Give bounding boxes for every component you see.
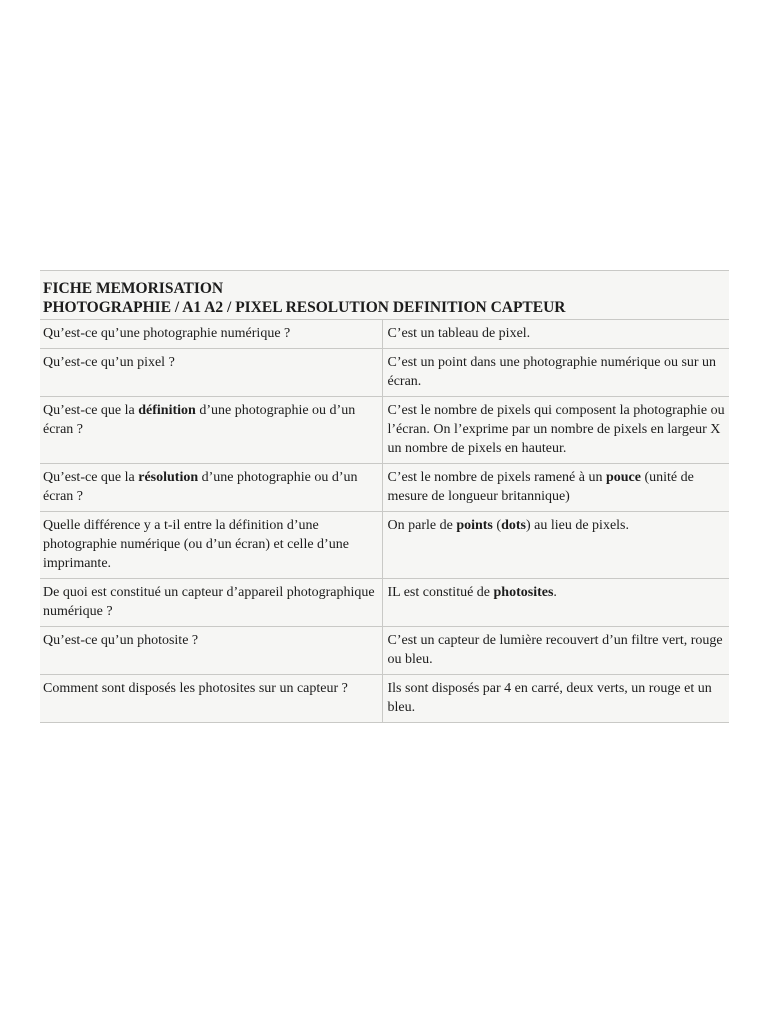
table-row [40,397,729,464]
question-cell [40,320,382,349]
table-row [40,512,729,579]
text-segment: d’une photographie ou d’un écran ? [43,470,358,504]
answer-cell [382,397,729,464]
bold-term: résolution [138,470,199,485]
text-segment: ( [492,518,502,533]
text-segment: C’est un tableau de pixel. [387,326,531,341]
text-segment: d’une photographie ou d’un écran ? [43,403,356,437]
table-row [40,464,729,512]
question-cell [40,349,382,397]
text-segment: C’est un point dans une photographie numérique ou sur un écran. [387,355,717,389]
question-cell [40,512,382,579]
answer-cell [382,512,729,579]
question-cell [40,579,382,627]
answer-cell [382,349,729,397]
text-segment: (unité de mesure de longueur britannique) [387,470,694,504]
qa-table [40,319,729,723]
table-row [40,349,729,397]
text-segment: Qu’est-ce qu’une photographie numérique ? [43,326,291,341]
text-segment: Qu’est-ce que la [43,470,139,485]
sheet-title: FICHE MEMORISATION [43,280,224,297]
answer-cell [382,320,729,349]
question-cell [40,627,382,675]
question-cell [40,464,382,512]
question-cell [40,397,382,464]
bold-term: définition [138,403,196,418]
table-row [40,579,729,627]
text-segment: C’est le nombre de pixels ramené à un [387,470,606,485]
text-segment: Qu’est-ce qu’un pixel ? [43,355,175,370]
table-row [40,627,729,675]
answer-cell [382,464,729,512]
table-row [40,675,729,723]
text-segment: . [553,585,557,600]
text-segment: On parle de [387,518,457,533]
text-segment: C’est le nombre de pixels qui composent la photographie ou l’écran. On l’exprime par un nombre de pixels en largeur X un nombre de pixels en hauteur. [387,403,725,456]
text-segment: Comment sont disposés les photosites sur un capteur ? [43,681,348,696]
sheet-subtitle: PHOTOGRAPHIE / A1 A2 / PIXEL RESOLUTION DEFINITION CAPTEUR [43,299,566,316]
text-segment: Qu’est-ce qu’un photosite ? [43,633,199,648]
bold-term: photosites [493,585,554,600]
bold-term: pouce [605,470,641,485]
answer-cell [382,675,729,723]
text-segment: De quoi est constitué un capteur d’appareil photographique numérique ? [43,585,375,619]
bold-term: dots [501,518,526,533]
question-cell [40,675,382,723]
text-segment: ) au lieu de pixels. [525,518,629,533]
memorisation-sheet [40,270,729,723]
sheet-header [40,271,729,319]
answer-cell [382,627,729,675]
qa-table-body [40,320,729,723]
answer-cell [382,579,729,627]
text-segment: Quelle différence y a t-il entre la définition d’une photographie numérique (ou d’un écran) et celle d’une imprimante. [43,518,349,571]
text-segment: Ils sont disposés par 4 en carré, deux verts, un rouge et un bleu. [387,681,712,715]
text-segment: C’est un capteur de lumière recouvert d’un filtre vert, rouge ou bleu. [387,633,723,667]
bold-term: points [456,518,493,533]
text-segment: IL est constitué de [387,585,494,600]
table-row [40,320,729,349]
text-segment: Qu’est-ce que la [43,403,139,418]
